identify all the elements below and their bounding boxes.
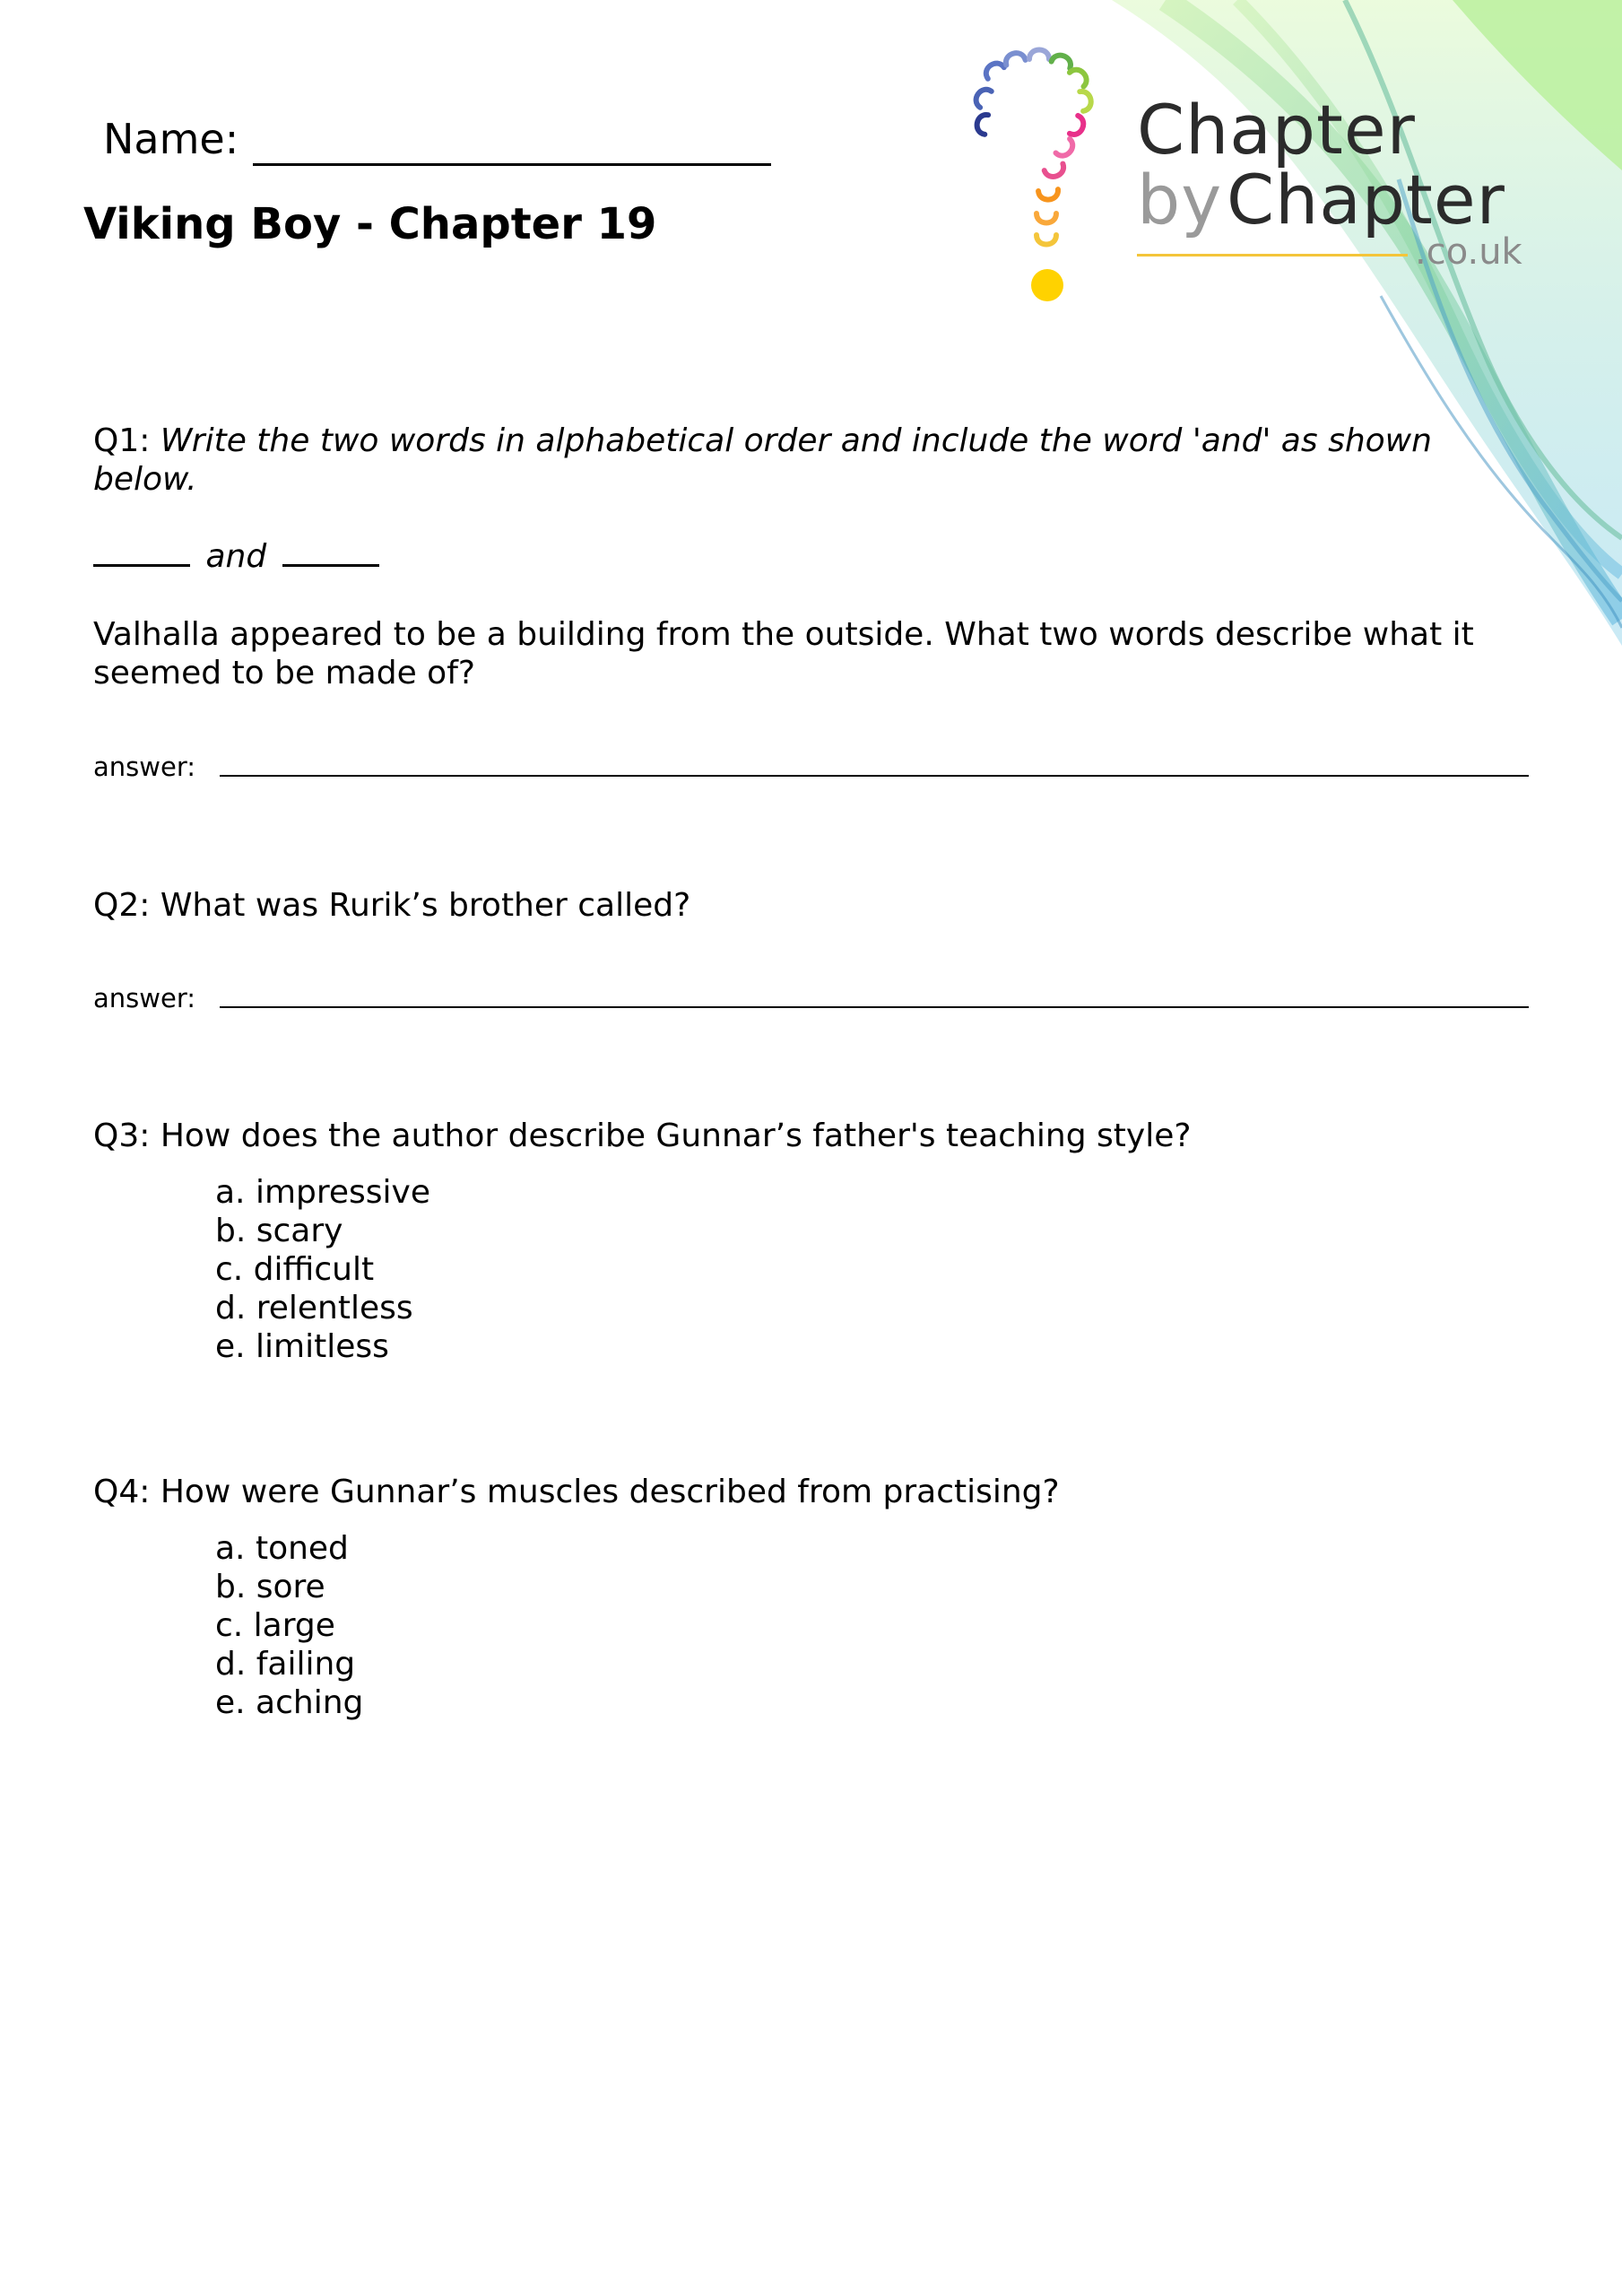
question-2-text: Q2: What was Rurik’s brother called? — [93, 887, 691, 924]
logo-text-chapter: Chapter — [1137, 90, 1416, 170]
question-3-option-d[interactable]: d. relentless — [215, 1290, 413, 1326]
question-3-option-c[interactable]: c. difficult — [215, 1251, 375, 1288]
example-blank-1 — [93, 563, 190, 567]
name-label: Name: — [103, 115, 239, 163]
question-3-options — [215, 1173, 430, 1366]
logo-underline — [1137, 254, 1408, 257]
question-4-option-d[interactable]: d. failing — [215, 1646, 356, 1683]
question-3-option-b[interactable]: b. scary — [215, 1213, 343, 1249]
logo-domain: .co.uk — [1415, 231, 1522, 273]
worksheet-title: Viking Boy - Chapter 19 — [83, 199, 657, 249]
question-4-option-a[interactable]: a. toned — [215, 1530, 349, 1567]
name-field[interactable] — [253, 163, 771, 166]
question-4-options — [215, 1529, 363, 1722]
question-1-answer-label: answer: — [93, 752, 196, 782]
question-1-number: Q1: — [93, 422, 151, 459]
question-1-instruction — [93, 422, 1510, 499]
question-3-text: Q3: How does the author describe Gunnar’s father's teaching style? — [93, 1118, 1192, 1154]
question-3-option-a[interactable]: a. impressive — [215, 1174, 430, 1211]
question-1-answer-field[interactable] — [220, 775, 1529, 777]
question-3-option-e[interactable]: e. limitless — [215, 1328, 389, 1365]
example-and-word: and — [205, 538, 267, 575]
question-4-text: Q4: How were Gunnar’s muscles described from practising? — [93, 1474, 1060, 1510]
question-4-option-c[interactable]: c. large — [215, 1607, 335, 1644]
and-example — [93, 538, 385, 575]
logo-text-chapter-2: Chapter — [1227, 160, 1505, 239]
question-2-answer-field[interactable] — [220, 1006, 1529, 1008]
example-blank-2 — [282, 563, 379, 567]
logo-text-by: by — [1137, 160, 1223, 239]
question-1-instruction-text: Write the two words in alphabetical order and include the word 'and' as shown below. — [93, 422, 1432, 498]
question-1-text: Valhalla appeared to be a building from the outside. What two words describe what it seemed to be made of? — [93, 616, 1474, 691]
question-2-answer-label: answer: — [93, 983, 196, 1013]
question-4-option-e[interactable]: e. aching — [215, 1684, 364, 1721]
question-4-option-b[interactable]: b. sore — [215, 1569, 325, 1605]
